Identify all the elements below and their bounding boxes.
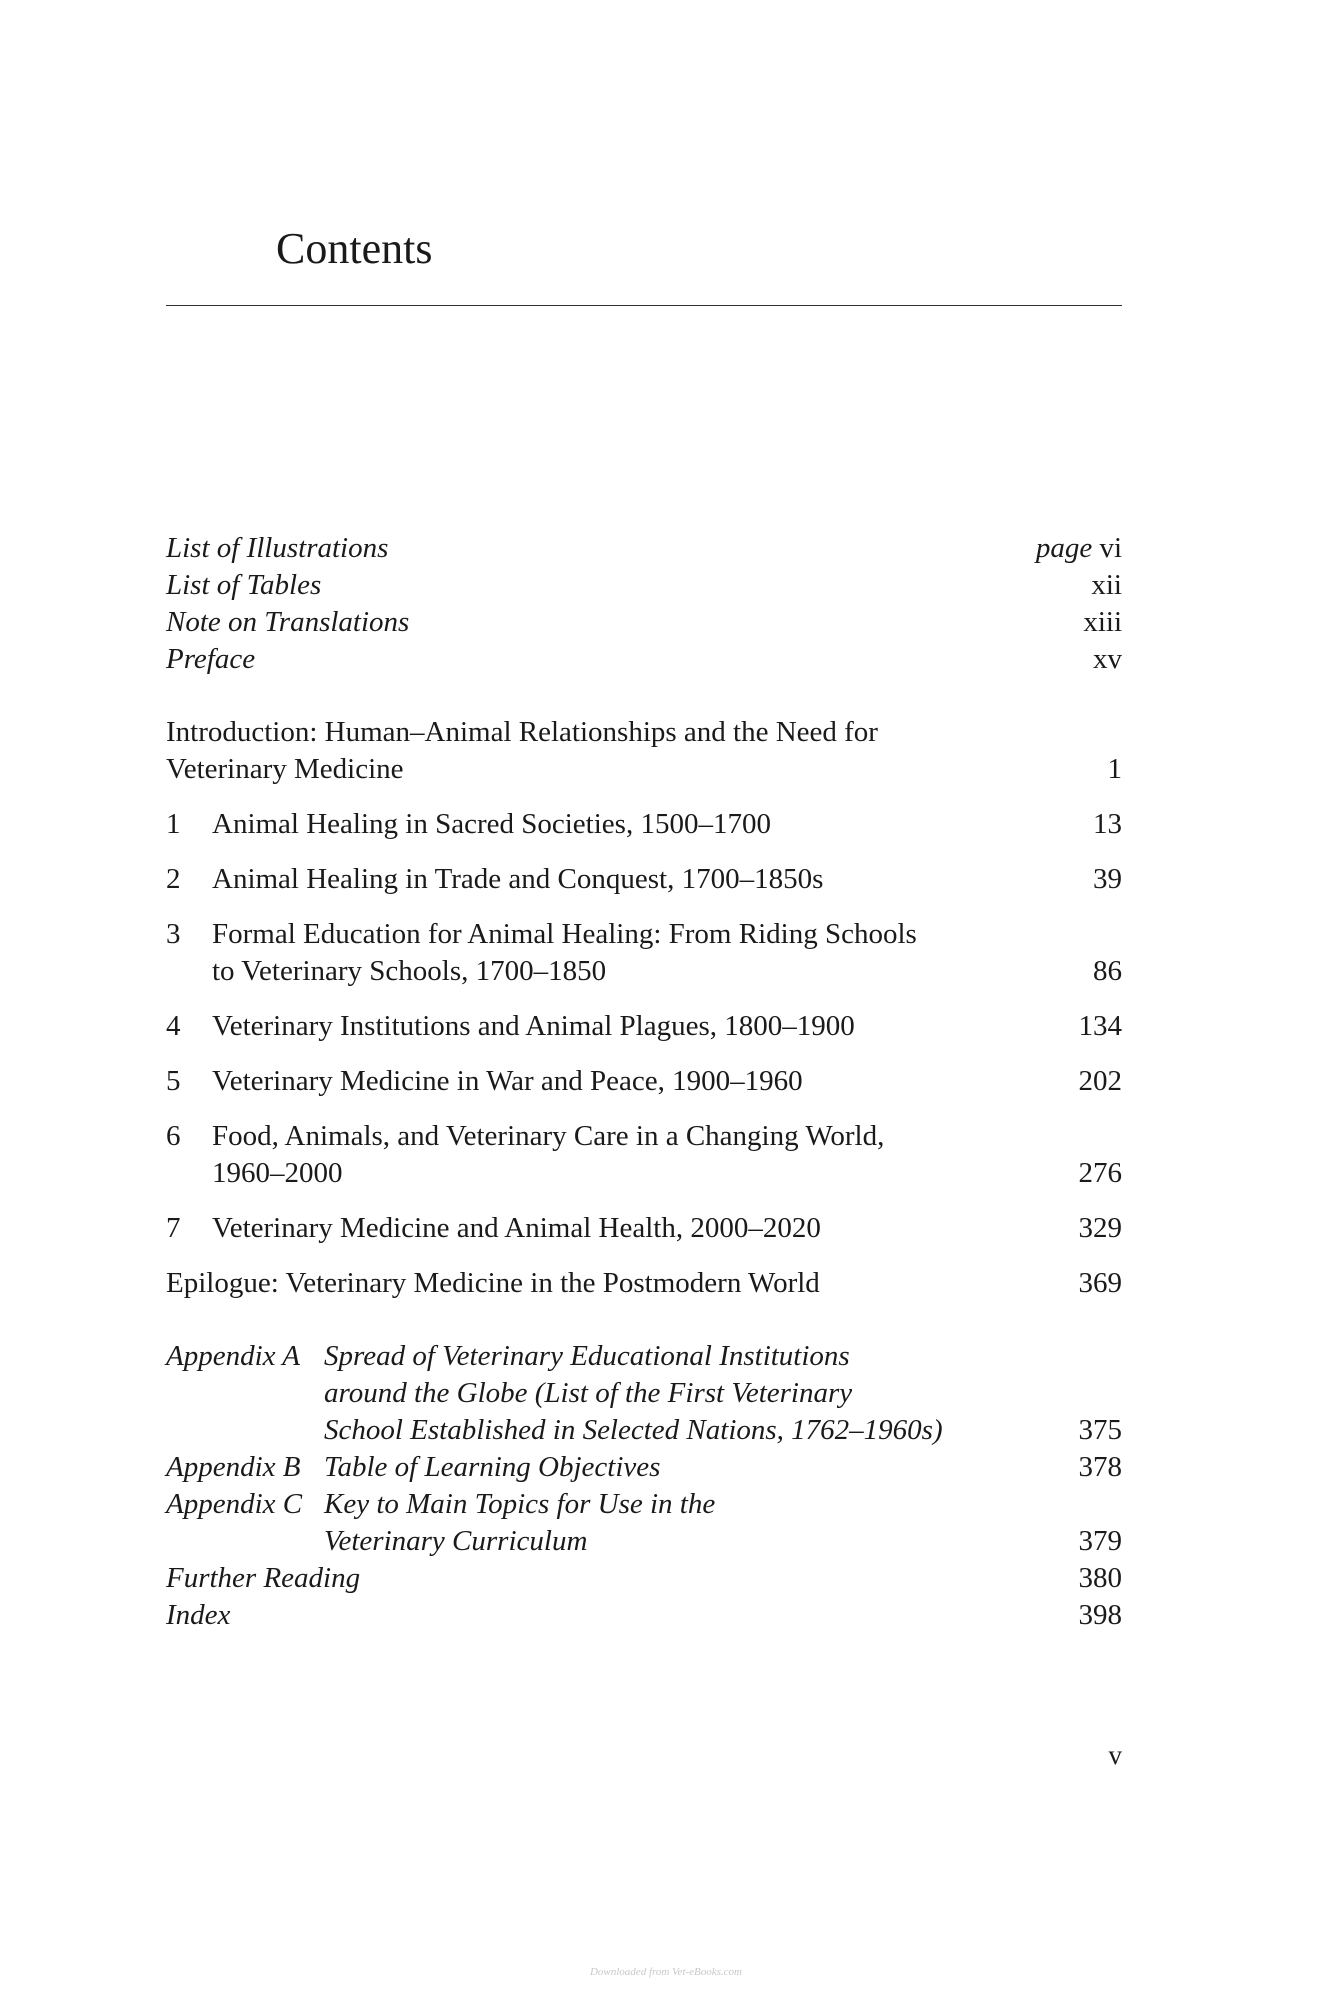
entry-title (166, 714, 1084, 788)
chapter-title: Veterinary Institutions and Animal Plagues, 1800–1900 (212, 1010, 855, 1042)
entry-title: Further Reading (166, 1562, 361, 1594)
page-title: Contents (276, 224, 433, 273)
title-line: School Established in Selected Nations, 1762–1960s) (324, 1414, 943, 1446)
watermark: Downloaded from Vet-eBooks.com (589, 1966, 743, 1978)
toc-entry-chapter[interactable] (166, 916, 1122, 990)
entry-page: 380 (1078, 1562, 1122, 1594)
chapter-title: Animal Healing in Trade and Conquest, 1700–1850s (212, 863, 824, 895)
toc-entry-introduction[interactable] (166, 714, 1122, 788)
title-line: to Veterinary Schools, 1700–1850 (212, 955, 607, 987)
entry-page: 379 (1078, 1525, 1122, 1557)
entry-page (1012, 530, 1122, 567)
entry-page: 39 (1093, 863, 1122, 895)
toc-entry-epilogue[interactable] (166, 1265, 1122, 1302)
chapter-number: 5 (166, 1065, 181, 1097)
entry-title: List of Illustrations (166, 532, 389, 564)
toc-entry-chapter[interactable] (166, 806, 1122, 843)
entry-page: 329 (1078, 1212, 1122, 1244)
entry-page: 134 (1078, 1010, 1122, 1042)
title-line: Key to Main Topics for Use in the (324, 1488, 716, 1520)
entry-page: xiii (1083, 606, 1122, 638)
entry-page: 276 (1078, 1157, 1122, 1189)
entry-page: 1 (1107, 753, 1122, 785)
entry-page: 202 (1078, 1065, 1122, 1097)
front-matter-list (166, 530, 1122, 678)
title-line: Food, Animals, and Veterinary Care in a Changing World, (212, 1120, 885, 1152)
toc-entry-chapter[interactable] (166, 1063, 1122, 1100)
title-line: Introduction: Human–Animal Relationships and the Need for (166, 716, 878, 748)
toc-entry-appendix[interactable] (166, 1486, 1122, 1560)
page-prefix: page (1035, 532, 1093, 564)
entry-page: 369 (1078, 1267, 1122, 1299)
toc-entry-chapter[interactable] (166, 1118, 1122, 1192)
entry-page: 13 (1093, 808, 1122, 840)
toc-entry[interactable] (166, 530, 1122, 567)
entry-title: Epilogue: Veterinary Medicine in the Postmodern World (166, 1267, 820, 1299)
title-line: Veterinary Curriculum (324, 1525, 588, 1557)
toc-entry[interactable] (166, 567, 1122, 604)
chapter-number: 6 (166, 1120, 181, 1152)
appendix-label: Appendix B (166, 1451, 301, 1483)
toc-entry-chapter[interactable] (166, 861, 1122, 898)
toc-entry[interactable] (166, 641, 1122, 678)
entry-page: xv (1093, 643, 1122, 675)
entry-title: Note on Translations (166, 606, 410, 638)
chapter-title: Animal Healing in Sacred Societies, 1500–1700 (212, 808, 771, 840)
appendix-title (324, 1338, 1055, 1449)
appendix-label: Appendix C (166, 1488, 303, 1520)
title-line: around the Globe (List of the First Veterinary (324, 1377, 853, 1409)
entry-page: xii (1091, 569, 1122, 601)
toc-entry-appendix[interactable] (166, 1449, 1122, 1486)
appendix-title: Table of Learning Objectives (324, 1451, 661, 1483)
chapter-number: 3 (166, 918, 181, 950)
chapter-number: 7 (166, 1212, 181, 1244)
entry-title: Preface (166, 643, 256, 675)
entry-page: 375 (1078, 1414, 1122, 1446)
title-line: Veterinary Medicine (166, 753, 404, 785)
title-line: Spread of Veterinary Educational Institutions (324, 1340, 850, 1372)
chapter-title: Veterinary Medicine in War and Peace, 1900–1960 (212, 1065, 803, 1097)
chapter-title (212, 1118, 1055, 1192)
toc-entry-chapter[interactable] (166, 1210, 1122, 1247)
table-of-contents (166, 530, 1122, 1634)
entry-page: 378 (1078, 1451, 1122, 1483)
toc-entry-chapter[interactable] (166, 1008, 1122, 1045)
toc-entry[interactable] (166, 1597, 1122, 1634)
toc-entry[interactable] (166, 1560, 1122, 1597)
chapter-title (212, 916, 1069, 990)
entry-title: List of Tables (166, 569, 322, 601)
toc-entry-appendix[interactable] (166, 1338, 1122, 1449)
page-number-folio: v (1108, 1740, 1122, 1770)
title-rule (166, 305, 1122, 306)
entry-page: 398 (1078, 1599, 1122, 1631)
page-number: vi (1099, 532, 1122, 564)
entry-page: 86 (1093, 955, 1122, 987)
appendix-label: Appendix A (166, 1340, 300, 1372)
chapter-number: 4 (166, 1010, 181, 1042)
chapter-title: Veterinary Medicine and Animal Health, 2000–2020 (212, 1212, 821, 1244)
chapter-number: 2 (166, 863, 181, 895)
title-line: 1960–2000 (212, 1157, 343, 1189)
back-matter-list (166, 1338, 1122, 1634)
chapter-number: 1 (166, 808, 181, 840)
title-line: Formal Education for Animal Healing: From Riding Schools (212, 918, 917, 950)
appendix-title (324, 1486, 1055, 1560)
toc-entry[interactable] (166, 604, 1122, 641)
entry-title: Index (166, 1599, 231, 1631)
